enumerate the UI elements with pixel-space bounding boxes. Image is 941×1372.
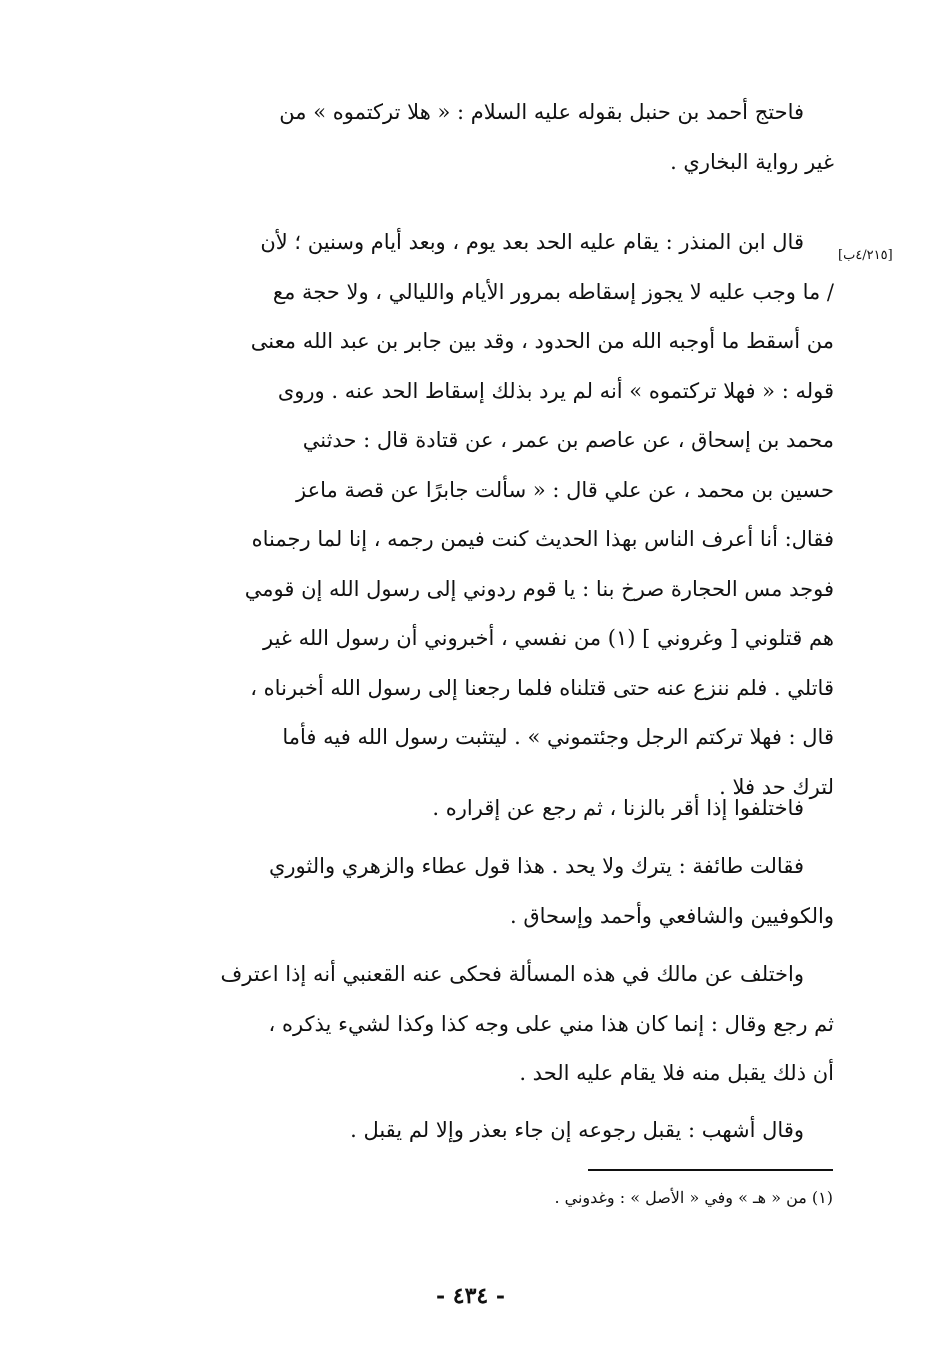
paragraph-1 xyxy=(148,88,834,187)
paragraph-5 xyxy=(148,950,834,1099)
text-line: من أسقط ما أوجبه الله من الحدود ، وقد بين جابر بن عبد الله معنى xyxy=(250,329,834,353)
page-number: - ٤٣٤ - xyxy=(435,1283,506,1309)
footnote-divider xyxy=(588,1169,833,1171)
text-line: قوله : « فهلا تركتموه » أنه لم يرد بذلك إسقاط الحد عنه . وروى xyxy=(277,378,834,403)
paragraph-4 xyxy=(148,842,834,941)
text-line: فقالت طائفة : يترك ولا يحد . هذا قول عطاء والزهري والثوري xyxy=(268,854,804,878)
text-line: / ما وجب عليه لا يجوز إسقاطه بمرور الأيام والليالي ، ولا حجة مع xyxy=(272,279,834,304)
text-line: غير رواية البخاري . xyxy=(670,149,834,174)
text-line: ثم رجع وقال : إنما كان هذا مني على وجه كذا وكذا لشيء يذكره ، xyxy=(268,1011,834,1036)
text-line: فاحتج أحمد بن حنبل بقوله عليه السلام : « هلا تركتموه » من xyxy=(279,100,804,124)
text-line: حسين بن محمد ، عن علي قال : « سألت جابرًا عن قصة ماعز xyxy=(296,477,834,502)
margin-reference: [٤/٢١٥ب] xyxy=(838,248,893,263)
text-line: قال ابن المنذر : يقام عليه الحد بعد يوم ، وبعد أيام وسنين ؛ لأن xyxy=(260,230,804,254)
paragraph-2 xyxy=(148,218,834,812)
text-line: لترك حد فلا . xyxy=(719,774,834,799)
text-line: فقال: أنا أعرف الناس بهذا الحديث كنت فيمن رجمه ، إنا لما رجمناه xyxy=(251,527,834,551)
text-line: وقال أشهب : يقبل رجوعه إن جاء بعذر وإلا لم يقبل . xyxy=(350,1118,804,1142)
paragraph-3 xyxy=(148,784,834,834)
text-line: قال : فهلا تركتم الرجل وجئتموني » . ليتثبت رسول الله فيه فأما xyxy=(282,725,834,749)
text-line: محمد بن إسحاق ، عن عاصم بن عمر ، عن قتادة قال : حدثني xyxy=(302,428,834,452)
text-line: هم قتلوني [ وغروني ] (١) من نفسي ، أخبروني أن رسول الله غير xyxy=(262,626,834,650)
text-line: قاتلي . فلم ننزع عنه حتى قتلناه فلما رجعنا إلى رسول الله أخبرناه ، xyxy=(250,675,834,700)
text-line: أن ذلك يقبل منه فلا يقام عليه الحد . xyxy=(519,1061,834,1085)
text-line: فوجد مس الحجارة صرخ بنا : يا قوم ردوني إلى رسول الله إن قومي xyxy=(244,576,834,601)
paragraph-6 xyxy=(148,1106,834,1156)
text-line: فاختلفوا إذا أقر بالزنا ، ثم رجع عن إقراره . xyxy=(432,796,804,820)
footnote: (١) من « هـ » وفي « الأصل » : وغدوني . xyxy=(554,1188,833,1207)
text-line: واختلف عن مالك في هذه المسألة فحكى عنه القعنبي أنه إذا اعترف xyxy=(220,962,804,986)
text-line: والكوفيين والشافعي وأحمد وإسحاق . xyxy=(509,903,834,928)
